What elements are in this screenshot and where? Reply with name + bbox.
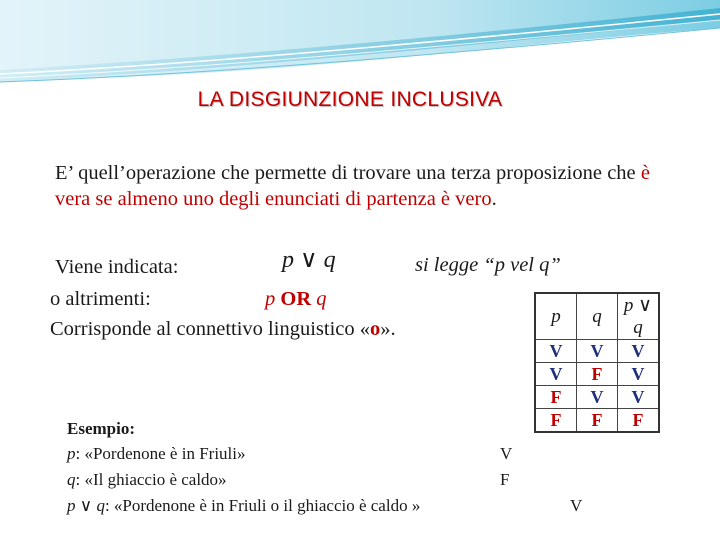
truth-table-header-row (535, 293, 659, 340)
example-text: : «Pordenone è in Friuli o il ghiaccio è caldo » (104, 496, 421, 515)
definition-highlight: è vera se almeno uno degli enunciati di partenza è vero (55, 162, 650, 210)
definition-text: E’ quell’operazione che permette di trovare una terza proposizione che (55, 162, 641, 184)
connective-sentence (50, 318, 396, 341)
table-cell: F (577, 409, 618, 433)
definition-paragraph (55, 160, 650, 212)
alt-q: q (316, 288, 327, 310)
slide-title: LA DISGIUNZIONE INCLUSIVA (197, 88, 503, 111)
example-label: q (67, 470, 76, 489)
table-cell: V (577, 386, 618, 409)
connective-text-before: Corrisponde al connettivo linguistico « (50, 318, 370, 340)
table-cell: V (535, 363, 577, 386)
decorative-banner (0, 0, 720, 90)
table-cell: V (618, 386, 660, 409)
disjunction-formula: p ∨ q (282, 247, 336, 273)
truth-table (534, 292, 660, 433)
example-value-p-or-q: V (570, 496, 583, 515)
table-cell: F (535, 409, 577, 433)
header-p: p (535, 293, 577, 340)
table-cell: F (577, 363, 618, 386)
truth-table-row (535, 386, 659, 409)
alt-or: OR (280, 288, 312, 310)
table-cell: V (577, 340, 618, 363)
example-line-p-or-q (67, 496, 420, 516)
alternative-formula (265, 288, 327, 311)
table-cell: F (618, 409, 660, 433)
truth-table-row (535, 340, 659, 363)
connective-text-after: ». (380, 318, 396, 340)
example-label: p (67, 444, 76, 463)
table-cell: F (535, 386, 577, 409)
alt-p: p (265, 288, 276, 310)
truth-table-row (535, 363, 659, 386)
header-q: q (577, 293, 618, 340)
table-cell: V (535, 340, 577, 363)
table-cell: V (618, 363, 660, 386)
indicated-label: Viene indicata: (55, 256, 179, 278)
reading-note: si legge “p vel q” (415, 254, 561, 276)
connective-word: o (369, 318, 381, 340)
example-title: Esempio: (67, 419, 135, 438)
example-line-q (67, 470, 227, 490)
definition-end: . (491, 188, 497, 210)
example-label: p ∨ q (67, 496, 105, 515)
table-cell: V (618, 340, 660, 363)
header-p-or-q: p ∨ q (618, 293, 660, 340)
example-value-p: V (500, 444, 513, 463)
truth-table-row (535, 409, 659, 433)
example-value-q: F (500, 470, 510, 489)
example-line-p (67, 444, 245, 464)
alternative-label: o altrimenti: (50, 288, 151, 310)
example-text: : «Pordenone è in Friuli» (75, 444, 246, 463)
example-text: : «Il ghiaccio è caldo» (75, 470, 227, 489)
